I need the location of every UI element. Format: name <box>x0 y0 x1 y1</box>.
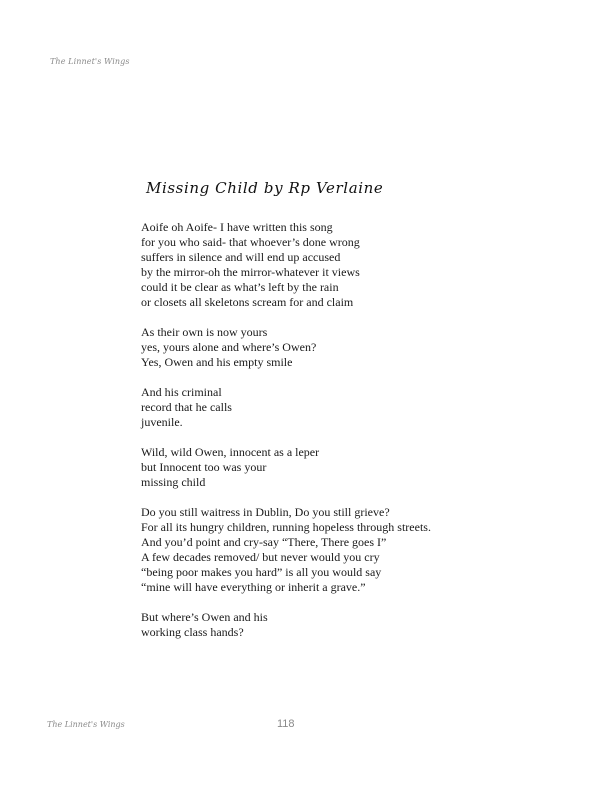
poem-line: yes, yours alone and where’s Owen? <box>141 340 317 354</box>
poem-line: for you who said- that whoever’s done wrong <box>141 235 360 249</box>
poem-line: And you’d point and cry-say “There, There goes I” <box>141 535 387 549</box>
poem-line: “being poor makes you hard” is all you would say <box>141 565 382 579</box>
poem-title: Missing Child by Rp Verlaine <box>146 179 384 197</box>
poem-line: working class hands? <box>141 625 244 639</box>
poem-line: record that he calls <box>141 400 232 414</box>
poem-line: A few decades removed/ but never would you cry <box>141 550 380 564</box>
stanza <box>141 445 581 490</box>
poem-line: could it be clear as what’s left by the rain <box>141 280 339 294</box>
poem-line: missing child <box>141 475 206 489</box>
poem-line: Yes, Owen and his empty smile <box>141 355 293 369</box>
poem-line: by the mirror-oh the mirror-whatever it views <box>141 265 360 279</box>
stanza <box>141 505 581 595</box>
poem-line: “mine will have everything or inherit a grave.” <box>141 580 366 594</box>
poem-line: Aoife oh Aoife- I have written this song <box>141 220 333 234</box>
poem-line: And his criminal <box>141 385 222 399</box>
poem-line: but Innocent too was your <box>141 460 267 474</box>
stanza <box>141 220 581 310</box>
poem-line: For all its hungry children, running hopeless through streets. <box>141 520 431 534</box>
poem-line: As their own is now yours <box>141 325 268 339</box>
poem-body <box>141 220 581 655</box>
poem-line: Do you still waitress in Dublin, Do you still grieve? <box>141 505 390 519</box>
poem-line: juvenile. <box>141 415 183 429</box>
poem-line: or closets all skeletons scream for and claim <box>141 295 354 309</box>
poem-line: suffers in silence and will end up accused <box>141 250 341 264</box>
poem-line: But where’s Owen and his <box>141 610 268 624</box>
running-footer: The Linnet's Wings <box>47 720 125 729</box>
stanza <box>141 610 581 640</box>
poem-line: Wild, wild Owen, innocent as a leper <box>141 445 320 459</box>
stanza <box>141 385 581 430</box>
running-header: The Linnet's Wings <box>50 57 130 66</box>
page-number: 118 <box>277 718 295 730</box>
stanza <box>141 325 581 370</box>
